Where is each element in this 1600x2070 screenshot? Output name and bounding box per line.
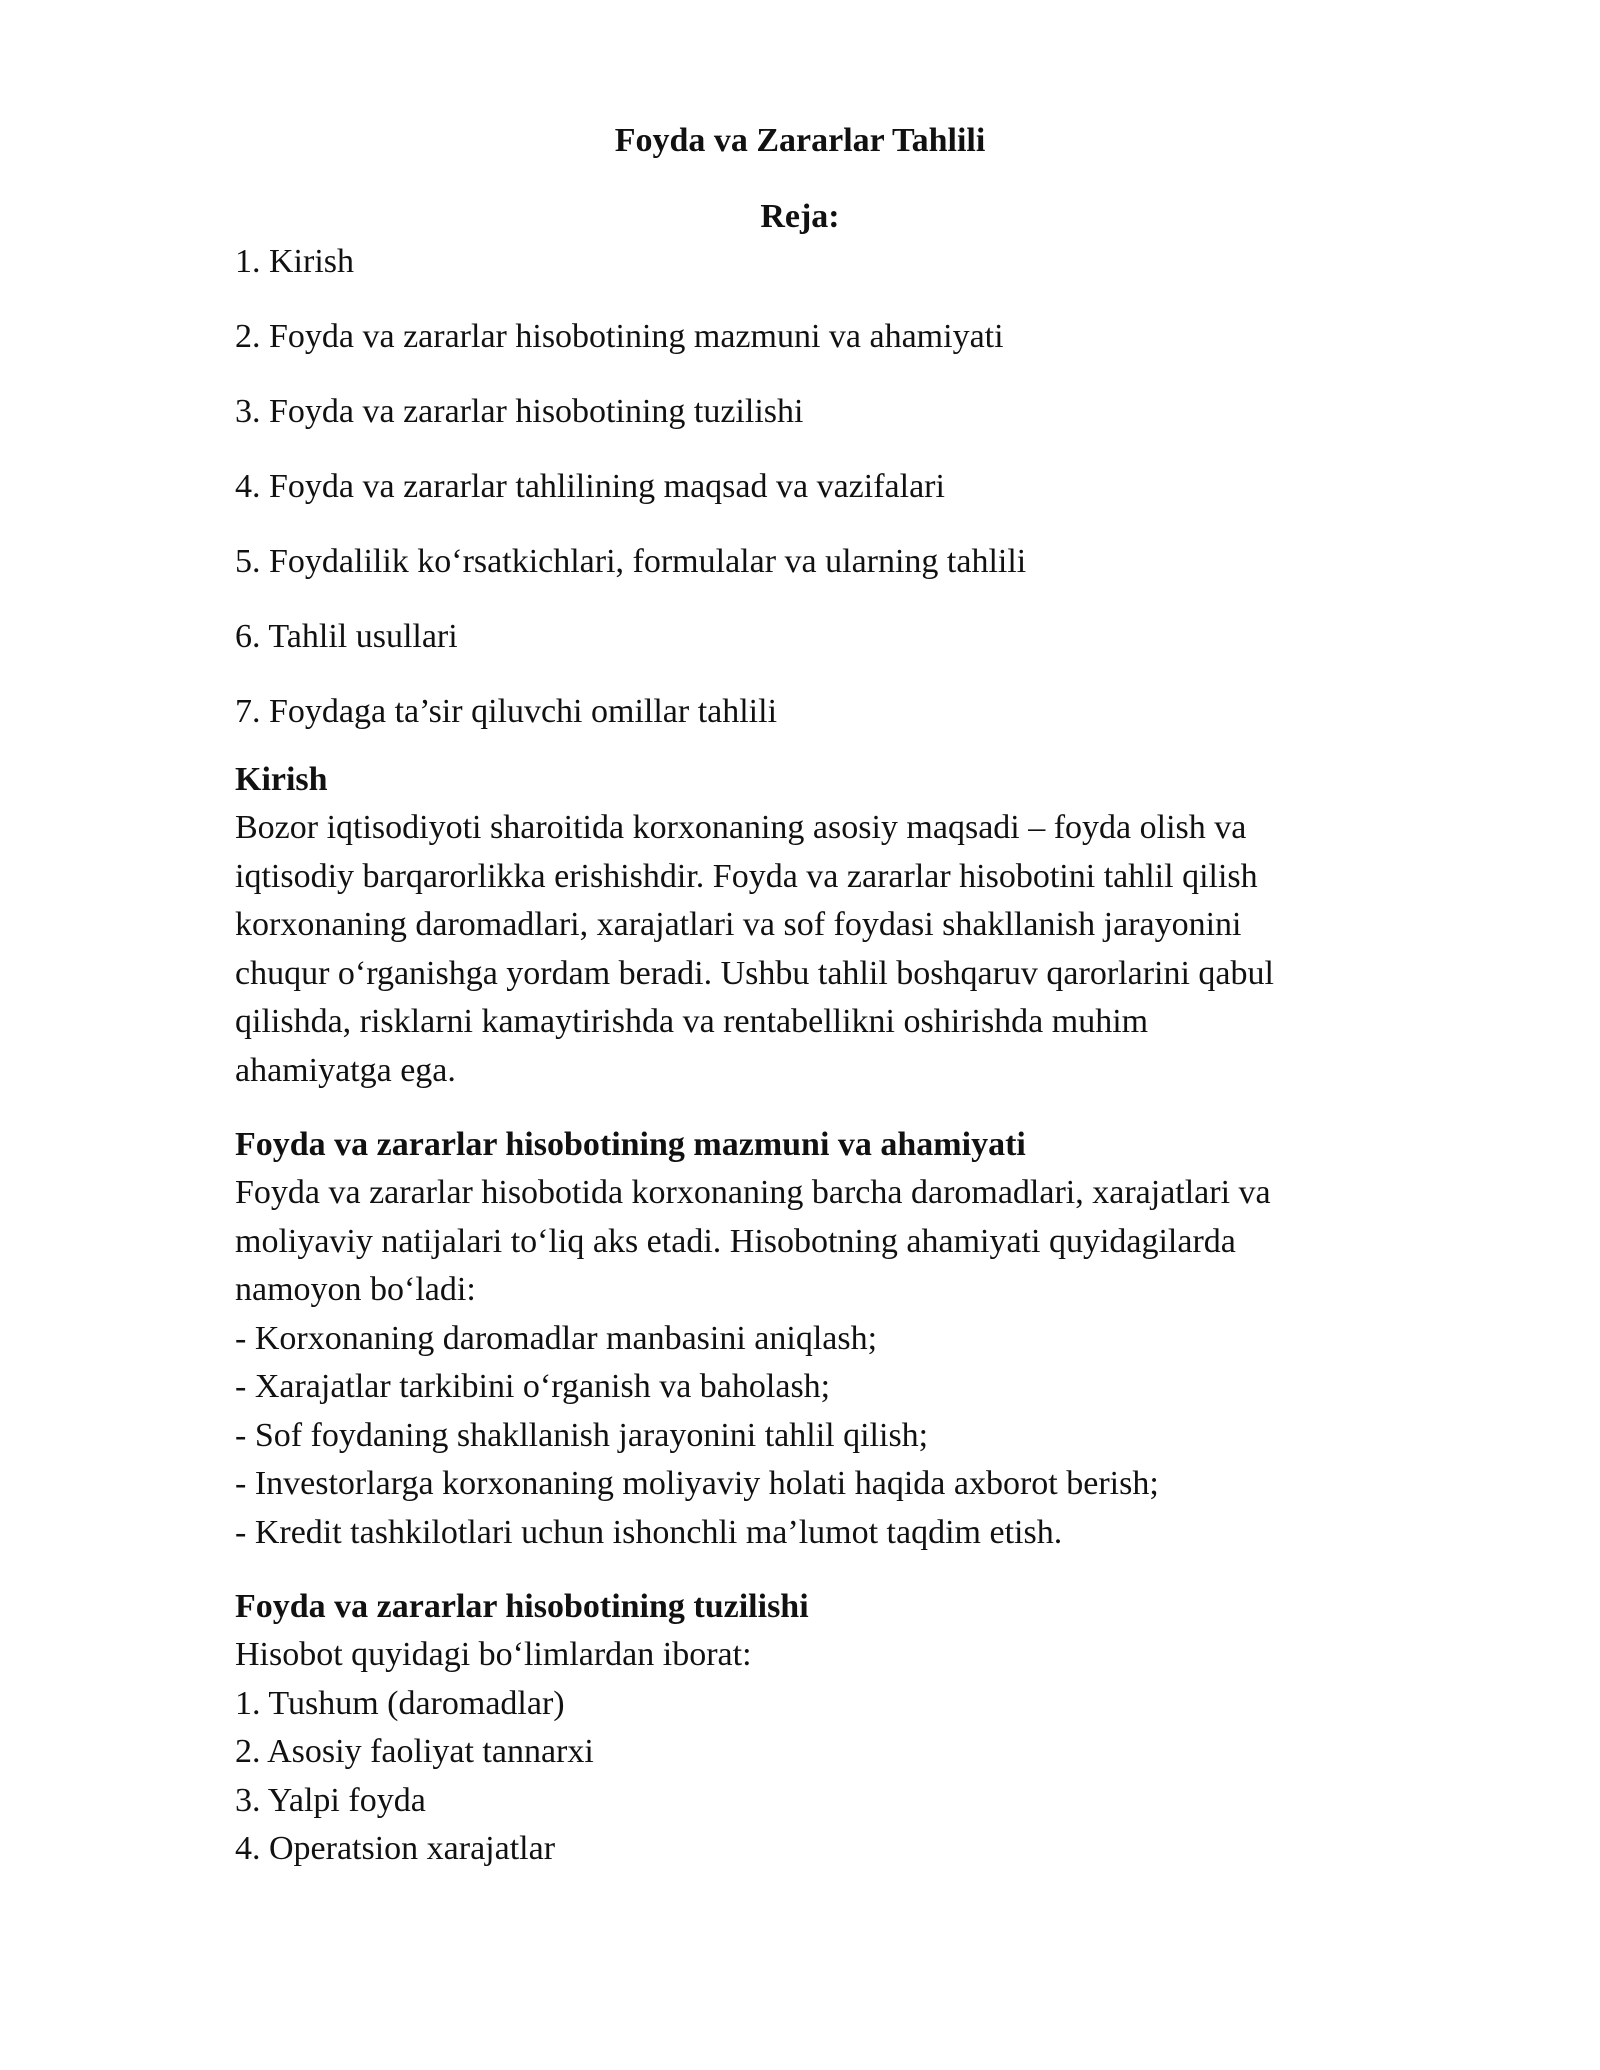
section-tuzilishi [235, 1583, 1375, 1874]
plan-item: 1. Kirish [235, 243, 354, 280]
section-mazmuni [235, 1121, 1375, 1557]
paragraph-line: namoyon bo‘ladi: [235, 1271, 476, 1308]
section-heading: Foyda va zararlar hisobotining tuzilishi [235, 1588, 809, 1625]
plan-list [235, 238, 1375, 736]
plan-heading: Reja: [760, 198, 840, 235]
bullet-line: - Xarajatlar tarkibini o‘rganish va baholash; [235, 1368, 831, 1405]
section-paragraph [235, 1631, 1375, 1874]
section-heading: Foyda va zararlar hisobotining mazmuni va ahamiyati [235, 1126, 1026, 1163]
paragraph-line: korxonaning daromadlari, xarajatlari va sof foydasi shakllanish jarayonini [235, 906, 1242, 943]
numbered-line: 3. Yalpi foyda [235, 1781, 426, 1819]
paragraph-line: ahamiyatga ega. [235, 1051, 456, 1089]
numbered-line: 2. Asosiy faoliyat tannarxi [235, 1733, 594, 1770]
paragraph-line: chuqur o‘rganishga yordam beradi. Ushbu tahlil boshqaruv qarorlarini qabul [235, 954, 1274, 992]
document-title: Foyda va Zararlar Tahlili [614, 122, 986, 159]
paragraph-line: Bozor iqtisodiyoti sharoitida korxonaning asosiy maqsadi – foyda olish va [235, 809, 1247, 846]
bullet-line: - Sof foydaning shakllanish jarayonini tahlil qilish; [235, 1416, 929, 1454]
numbered-line: 4. Operatsion xarajatlar [235, 1830, 556, 1867]
bullet-line: - Investorlarga korxonaning moliyaviy holati haqida axborot berish; [235, 1465, 1159, 1502]
section-paragraph [235, 1169, 1375, 1557]
section-heading: Kirish [235, 761, 328, 798]
plan-item: 3. Foyda va zararlar hisobotining tuzilishi [235, 393, 804, 430]
bullet-line: - Kredit tashkilotlari uchun ishonchli ma’lumot taqdim etish. [235, 1513, 1063, 1551]
bullet-line: - Korxonaning daromadlar manbasini aniqlash; [235, 1319, 878, 1357]
plan-item: 6. Tahlil usullari [235, 618, 458, 655]
paragraph-line: iqtisodiy barqarorlikka erishishdir. Foyda va zararlar hisobotini tahlil qilish [235, 857, 1258, 895]
section-paragraph [235, 804, 1375, 1095]
plan-item: 7. Foydaga ta’sir qiluvchi omillar tahlili [235, 693, 778, 730]
paragraph-line: Hisobot quyidagi bo‘limlardan iborat: [235, 1636, 752, 1673]
plan-item: 4. Foyda va zararlar tahlilining maqsad va vazifalari [235, 468, 945, 505]
paragraph-line: Foyda va zararlar hisobotida korxonaning barcha daromadlari, xarajatlari va [235, 1174, 1271, 1211]
document-body [235, 238, 1375, 1900]
plan-item: 2. Foyda va zararlar hisobotining mazmuni va ahamiyati [235, 318, 1004, 355]
plan-item: 5. Foydalilik ko‘rsatkichlari, formulalar va ularning tahlili [235, 543, 1027, 580]
paragraph-line: qilishda, risklarni kamaytirishda va rentabellikni oshirishda muhim [235, 1003, 1149, 1040]
numbered-line: 1. Tushum (daromadlar) [235, 1684, 565, 1722]
section-kirish [235, 756, 1375, 1095]
paragraph-line: moliyaviy natijalari to‘liq aks etadi. Hisobotning ahamiyati quyidagilarda [235, 1222, 1236, 1260]
